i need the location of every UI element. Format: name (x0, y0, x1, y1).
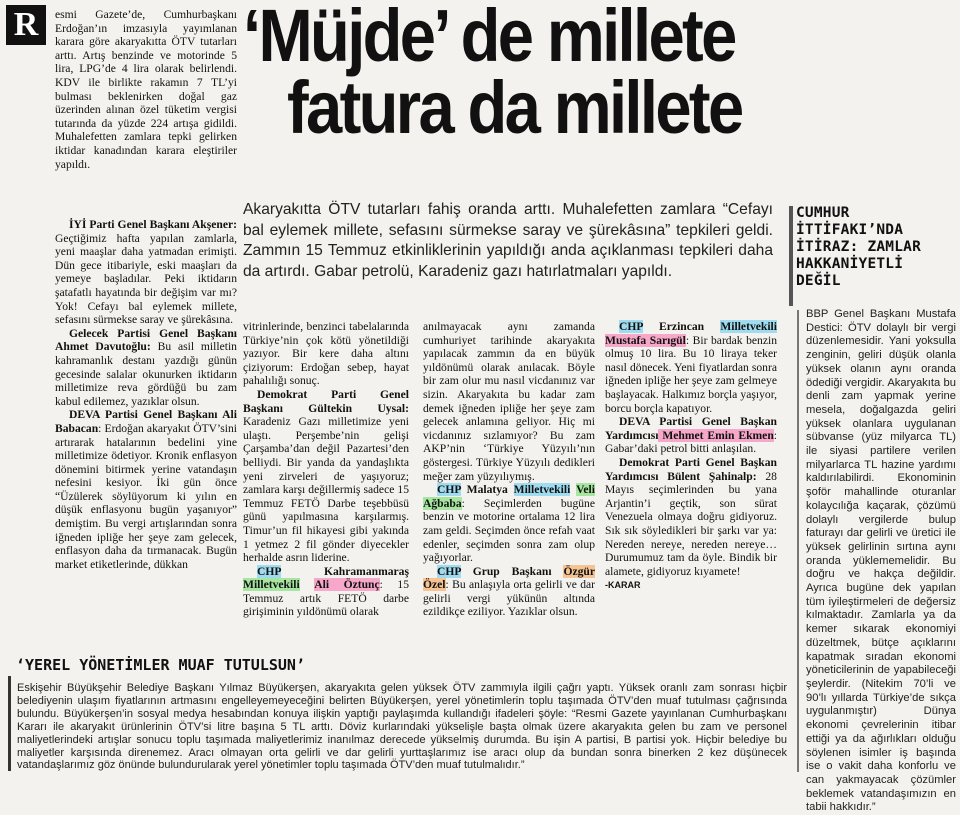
headline (243, 0, 877, 149)
sidebar-text: BBP Genel Başkanı Mustafa Destici: ÖTV dolaylı bir vergi düzenlemesidir. Yani yoksulla zenginin, geliri düşük olanla yüksek olanın aynı oranda ödediği vergidir. Akaryakıta bu denli zam yapmak yerine mesela, doğalgazda geliri yüksek olanlara uygulanan sübvanse (yüz milyarca TL) ile siyasi partilere verilen milyarlarca TL hazine yardımı kaldırılabilirdi. Ekonominin şoför mahallinde oturanlar kolaycılığa kaçarak, çözümü dolaylı vergilerde bulup faturayı dar gelirli ve üretici ile yüksek gelirlinin sırtına aynı oranda yüklememelidir. Bu doğru ve hakça değildir. Ayrıca bugüne dek yapılan tüm iyileştirmeleri de değersiz kılmaktadır. Zamlarla ya da kemer sıkarak ekonomiyi düzeltmek, bütçe açıklarını kapatmak sıradan ekonomi yöneticilerinin de yapabileceği şeylerdir. (Nitekim 70’li ve 90’lı yıllarda Türkiye’de sıkça uygulanmıştır) Dünya ekonomi çevrelerinin itibar ettiği ya da ağırlıkları olduğu söylenen isimler iş başında ise o vakit daha konforlu ve can yakmayacak çözümler beklemek vatandaşımızın en tabii hakkıdır.” (806, 308, 956, 814)
sidebar-divider (797, 310, 799, 772)
quote-sarigul (605, 320, 777, 415)
party-chp: CHP (257, 564, 281, 578)
logo-letter: R (13, 6, 39, 43)
quote-text: : 15 Temmuz artık FETÖ darbe girişiminin yıldönümü olarak (243, 578, 409, 619)
title-mp: Milletvekili (513, 483, 571, 497)
speaker-uysal: Demokrat Parti Genel Başkanı Gültekin Uysal: (243, 387, 409, 415)
speaker-sahinalp: Demokrat Parti Genel Başkan Yardımcısı Bülent Şahinalp: (605, 455, 777, 483)
party-chp: CHP (437, 483, 461, 497)
speaker-davutoglu: Gelecek Partisi Genel Başkanı Ahmet Davutoğlu: (55, 326, 237, 354)
article-column-1 (55, 8, 237, 171)
speaker-oztunc: Ali Öztunç (314, 578, 380, 592)
byline-text: -KARAR (605, 580, 641, 591)
spacer (300, 578, 315, 591)
quote-ozel (423, 565, 595, 619)
article-column-4 (605, 320, 777, 593)
quote-text: : Bir bardak benzin olmuş 10 lira. Bu 10 liraya teker nasıl dönecek. Yeni fiyatlardan sonra iğneden ipliğe her şeye zam gelmeye başlayacak. Halkımız borçla yaşıyor, borcu borçla kapatıyor. (605, 333, 777, 415)
title-group-leader: Grup Başkanı (460, 564, 564, 578)
quote-oztunc (243, 565, 409, 619)
quote-agbaba (423, 483, 595, 565)
quote-text: Karadeniz Gazı milletimize yeni ulaştı. Perşembe’nin gelişi Çarşamba’dan değil Pazartesi’den belliydi. Bir yanda da yandaşlıkta yeni zirveleri de yaşıyoruz; zamlara karşı değillermiş sadece 15 Temmuz FETÖ Darbe teşebbüsü günü yapılmasına karşılarmış. Timur’un fil hikayesi gibi yakında 1 yetmez 2 fil gönder diyecekler herhalde asrın liderine. (243, 415, 409, 565)
province: Kahramanmaraş (280, 564, 409, 578)
headline-line-1: ‘Müjde’ de millete (243, 0, 735, 77)
province: Erzincan (642, 320, 721, 333)
quote-text: : Bu anlaşıyla orta gelirli ve dar gelirli vergi yükünün altında ezildikçe eziliyor. Yazıklar olsun. (423, 578, 595, 619)
article-column-2 (243, 320, 409, 619)
quote-ekmen (605, 415, 777, 456)
quote-text: : Erdoğan akaryakıt ÖTV’sini artırarak hatalarının bedelini yine milletimize ödetiyor. Kronik enflasyon dönemini bitirmek yerine vatandaşın nefesini kesiyor. İki gün önce “Üzülerek söylüyorum ki yılın en düşük enflasyonu bugün yaşanıyor” demiştim. Bu vergi artışlarından sonra iğneden ipliğe her şeye zam gelecek, enflasyon daha da tırmanacak. Bugün market etiketlerinde, dükkan (55, 421, 237, 571)
speaker-babacan: DEVA Partisi Genel Başkanı Ali Babacan (55, 408, 237, 435)
quote-text: Bu asil milletin kahramanlık destanı yazdığı günün gecesinde salalar okunurken iktidarın milletimize reva gördüğü bu zam kabul edilemez, yazıklar olsun. (55, 340, 237, 408)
speaker-sarigul: Mustafa Sarıgül (605, 333, 686, 347)
title-mp: Milletvekili (720, 320, 777, 333)
title-mp: Milletvekili (243, 578, 300, 592)
quote-aksener (55, 218, 237, 327)
bottom-box-accent-bar (8, 676, 11, 771)
speaker-agbaba: Veli Ağbaba (423, 483, 595, 510)
article-column-1-continued (55, 218, 237, 571)
quote-sahinalp (605, 456, 777, 578)
sidebar-accent-bar (789, 206, 793, 306)
bottom-box-text: Eskişehir Büyükşehir Belediye Başkanı Yılmaz Büyükerşen, akaryakıta gelen yüksek ÖTV zammıyla ilgili çağrı yaptı. Yüksek oranlı zam sonrası hiçbir belediyenin ulaşım fiyatlarının artmasını engelleyemeyeceğini belirten Büyükerşen, yerel yönetimlerin toplu taşımada ÖTV’den muaf tutulması çağrısında bulundu. Büyükerşen’in sosyal medya hesabından konuya ilişkin yaptığı paylaşımda kullandığı ifadeleri şöyle: “Resmi Gazete yayınlanan Cumhurbaşkanı Kararı ile akaryakıt ürünlerinin ÖTV’si litre başına 5 TL arttı. Döviz kurlarındaki yükselişle başta olmak üzere akaryakıta gelen bu zam ve personel maliyetlerindeki artışlar sonucu toplu taşımada maliyetlerimiz inanılmaz derecede yükselmiş durumda. Bu işin A partisi, B partisi yok. Hiçbir belediye bu maliyetler karşısında direnemez. Aracı olmayan orta gelirli ve dar gelirli yurttaşlarımız ise aracı olup da bundan sonra binerken 2 kez düşünecek vatandaşlarımız göz önünde bulundurularak yerel yönetimler toplu taşımada ÖTV’den muaf tutulmalıdır.” (17, 682, 787, 772)
quote-babacan-cont: vitrinlerinde, benzinci tabelalarında Türkiye’nin çok kötü yönetildiği yazıyor. Bir kere daha altını çiziyorum: Erdoğan sebep, hayat pahalılığı sonuç. (243, 320, 409, 388)
quote-uysal (243, 388, 409, 565)
quote-text: Geçtiğimiz hafta yapılan zamlarla, yeni maaşlar daha yatmadan erimişti. Dün gece itibariyle, eski maaşları da yemeye başladılar. Peki iktidarın şatafatlı hayatında bir değişim var mı? Yok! Cefayı bal eylemek millete, sefasını sürmekse saray ve şürekâsına. (55, 231, 237, 327)
quote-text: 28 Mayıs seçimlerinden bu yana Arjantin’i geçtik, son sürat Venezuela olmaya doğru gidiyoruz. Sık sık söyledikleri bir şarkı var ya: Nereden nereye, nereden nereye… Durumumuz tam da öyle. Bindik bir alamete, gidiyoruz kıyamete! (605, 469, 777, 578)
speaker-aksener: İYİ Parti Genel Başkanı Akşener: (69, 218, 237, 231)
byline (605, 578, 777, 593)
quote-text: : Seçimlerden bugüne benzin ve motorine ortalama 12 lira zam geldi. Seçimden önce refah vaat edenler, seçimden sonra zam olup yağıyorlar. (423, 496, 595, 565)
article-column-3 (423, 320, 595, 619)
quote-text: : Gabar’daki petrol bitti anlaşılan. (605, 428, 777, 456)
province: Malatya (460, 483, 514, 497)
intro-paragraph: esmi Gazete’de, Cumhurbaşkanı Erdoğan’ın imzasıyla yayımlanan karara göre akaryakıtta ÖTV tutarları arttı. Artış benzinde ve motorinde 5 lira, LPG’de 4 lira olarak belirlendi. KDV ile birlikte rakamın 7 TL’yi bulması beklenirken doğal gaz üzerinden alınan özel tüketim vergisi tutarında da yüzde 224 artışa gidildi. Muhalefetten zamlara tepki gelirken iktidar kanadından karara eleştiriler yapıldı. (55, 8, 237, 171)
speaker-ozel: Özgür Özel (423, 564, 595, 592)
party-chp: CHP (437, 564, 461, 578)
sidebar-title: CUMHUR İTTİFAKI’NDA İTİRAZ: ZAMLAR HAKKANİYETLİ DEĞİL (796, 205, 922, 289)
article-deck: Akaryakıtta ÖTV tutarları fahiş oranda arttı. Muhalefetten zamlara “Cefayı bal eylemek millete, sefasını sürmekse saray ve şürekâsına” tepkileri geldi. Zammın 15 Temmuz etkinliklerinin yapıldığı anda açıklanması tepkileri daha da artırdı. Gabar petrolü, Karadeniz gazı hatırlatmaları yapıldı. (243, 201, 773, 280)
bottom-box-title: ‘YEREL YÖNETİMLER MUAF TUTULSUN’ (16, 656, 305, 674)
speaker-title-deva: DEVA Partisi Genel Başkan Yardımcısı (605, 415, 777, 442)
party-chp: CHP (619, 320, 643, 333)
quote-babacan (55, 408, 237, 571)
quote-davutoglu (55, 327, 237, 409)
headline-line-2: fatura da millete (287, 66, 742, 149)
speaker-ekmen: Mehmet Emin Ekmen (658, 428, 774, 442)
newspaper-logo (6, 5, 46, 45)
quote-oztunc-cont: anılmayacak aynı zamanda cumhuriyet tarihinde akaryakıta yapılacak zammın da en büyük yıldönümü olarak anılacak. Böyle bir zam olur mu nasıl vicdanınız var sizin. Akaryakıta bu kadar zam demek iğneden ipliğe her şeye zam gelecek anlamına geliyor. Hiç mi vicdanınız sızlamıyor? Bu zam AKP’nin ‘Türkiye Yüzyılı’nın göstergesi. Türkiye Yüzyılı dedikleri meğer zam yüzyılıymış. (423, 320, 595, 483)
